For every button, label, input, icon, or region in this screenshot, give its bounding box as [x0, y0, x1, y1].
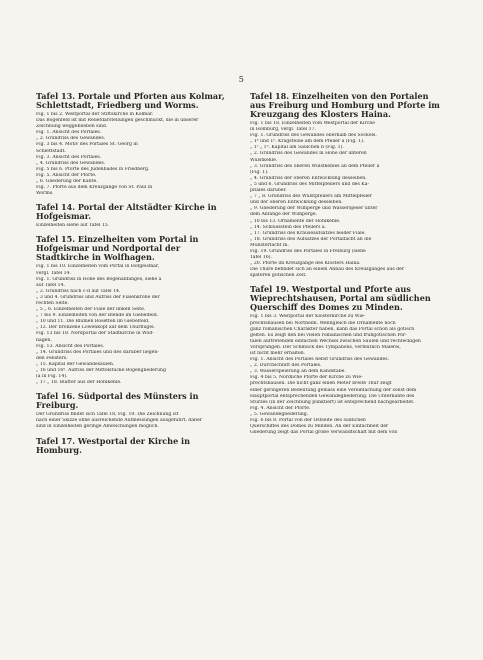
caption-line: (a in Fig. 14). [36, 374, 68, 380]
caption-line: „ 15. Kapitäl der Gewändesäulen. [36, 361, 115, 367]
caption-line: auf Tafel 14. [36, 282, 65, 288]
caption-line: späteren gotischen Zeit. [250, 273, 307, 279]
caption-line: „ 12. Der bronzene Löwenkopf auf dem Thürflügel. [36, 325, 155, 331]
caption-line: Wulstkehle. [250, 157, 278, 163]
caption-line: rechten Seite. [36, 300, 69, 306]
caption-line: „ 9. Gliederung der Wimperge und Wasserspeier unter [250, 206, 378, 212]
caption-line: Fig. 5 bis 6. Pforte des Judenbades in Friedberg. [36, 166, 150, 172]
caption-line: den Fensters. [36, 355, 68, 361]
caption-line: „ 14. Schlussstein des Pfeilers a. [250, 224, 327, 230]
plate-section [36, 437, 226, 455]
caption-line: Fig. 1. Grundriss des Gewändes oberhalb des Sockels. [250, 133, 377, 139]
caption-line: Fig. 1 bis 18. Einzelheiten vom Westportal der Kirche [250, 121, 375, 126]
caption-line: „ 7 bis 9. Einzelheiten von der Blende im Giebelfeld. [36, 313, 159, 319]
caption-line: „ 17. Grundriss des Krauseaufsatzes beider Fiale. [250, 230, 366, 236]
caption-line: „ 2. Grundriss des Gewändes in Höhe der unteren [250, 151, 367, 157]
caption-line: „ 1ᶜ „ 1ᵈ. Kapitäl am Säulchen b (Fig. 1). [250, 145, 344, 151]
caption-line: Das Bogenfeld ist mit Reliefdarstellungen geschmückt, die in unserer [36, 118, 199, 124]
caption-line: Fig. 13. Ansicht des Portales. [36, 343, 105, 349]
caption-line: „ 18. Grundriss des Aufsatzes der Portalfacht an die [250, 236, 372, 242]
caption-line: Die Thüre befindet sich an einem Anbau des Kreuzganges aus der [250, 267, 405, 273]
caption-line: Fig. 1 bis 2. Westportal der Stiftskirche in Kolmar. [36, 112, 154, 117]
caption-line: prechtshausen bei Northeim. Wenngleich die Ornamente noch [250, 320, 396, 326]
caption-line: „ 2. Durchschnitt des Portales. [250, 363, 322, 369]
caption-line: „ 5 und 6. Grundriss des Mittelpfeilers und des Ka- [250, 181, 370, 187]
caption-line: ist nicht mehr erhalten. [250, 351, 306, 356]
plate-section [36, 235, 226, 386]
caption-line: nach einer Skizze ohne ausreichende Aufmessungen ausgeführt, daher [36, 418, 202, 424]
caption-line: „ 2. Grundriss nach c-d auf Tafel 14. [36, 288, 121, 294]
caption-line: dem Anfange der Wimperge. [250, 212, 318, 218]
caption-line: Fig. 4. Ansicht der Pforte. [250, 405, 311, 411]
caption-line: pitäles darüber. [250, 188, 287, 194]
plate-section [250, 92, 446, 279]
caption-line: „ 14. Grundriss des Portales und des darüber liegen- [36, 349, 159, 355]
plate-section [36, 203, 226, 229]
caption-line: sind in Einzelheiten geringe Abweichungen möglich. [36, 424, 159, 430]
caption-line: einer geringeren Bedeutung gemäss eine Vereinfachung der sonst dem [250, 387, 417, 393]
caption-line: hagen. [36, 337, 52, 343]
plate-heading: Tafel 16. Südportal des Münsters in Freiburg. [36, 391, 199, 411]
caption-line: Fig. 1. Ansicht des Portales nebst Grundriss des Gewändes. [250, 357, 390, 363]
plate-heading: Tafel 18. Einzelheiten von den Portalen aus Freiburg und Homburg und Pforte im Kreuzgang des Klosters Haina. [250, 91, 440, 119]
plate-heading: Tafel 15. Einzelheiten vom Portal in Hofgeismar und Nordportal der Stadtkirche in Wolfhagen. [36, 234, 199, 263]
page-number: 5 [238, 75, 245, 84]
caption-line: „ 3. Grundriss des oberen Wulstkehles an dem Pfeiler a [250, 163, 380, 169]
plate-section [36, 392, 226, 430]
plate-heading: Tafel 19. Westportal und Pforte aus Wieprechtshausen, Portal am südlichen Querschiff des Domes zu Minden. [250, 284, 431, 313]
caption-line: Querschiffes des Domes zu Minden. An der Einfachheit der [250, 424, 389, 430]
caption-line: „ 1ᵃ und 1ᵇ. Kragsteine am dem Pfeiler a (Fig. 1). [250, 139, 365, 145]
right-column [250, 92, 446, 442]
plate-section [250, 285, 446, 436]
caption-line: „ 2. Grundriss des Gewändes. [36, 136, 106, 142]
caption-line: „ 5 „ 6. Einzelheiten der Fiale der linken Seite. [36, 307, 146, 313]
caption-line: Fig. 5. Ansicht der Pforte. [36, 172, 97, 178]
caption-line: „ 7 „ 8. Grundriss des Wulstpfeilers am Mittelpfeiler [250, 194, 372, 200]
caption-line: Fig. 3 bis 4. Motiv des Portales St. Georg in [36, 142, 138, 148]
caption-line: Sturzes (in der Zeichnung punktiert) ist entsprechend nachgearbeitet. [250, 399, 415, 405]
caption-line: talen auftretenden einfachen Wechsel zwischen Säulen und rechteckigen [250, 338, 421, 344]
caption-line: „ 10 und 11. Die Blumen Rosetten im Giebelfeld. [36, 319, 150, 325]
caption-line: Vorsprüngen. Der Schmuck des Tympanons, vermutlich Malerei, [250, 344, 401, 350]
caption-line: Fig. 6 bis 8. Portal von der Ostseite des südlichen [250, 418, 366, 424]
caption-line: und der oberen Entwicklung desselben. [250, 200, 343, 206]
caption-line: Der Grundriss findet sich Tafel 18, Fig. 19. Die Zeichnung ist [36, 412, 179, 418]
left-column [36, 92, 226, 461]
plate-heading: Tafel 17. Westportal der Kirche in Homburg. [36, 435, 190, 455]
caption-line: Einzelheiten siehe auf Tafel 15. [36, 223, 110, 229]
caption-line: Fig. 19. Grundriss des Portales in Freiburg (siehe [250, 248, 366, 254]
caption-line: „ 6. Gliederung der Kante. [36, 179, 98, 185]
caption-line: Hauptportal entsprechenden Gewändegliederung. Die Unterkante des [250, 393, 415, 399]
caption-line: gelten. Es zeigt den bei vielen romanischen und frühgotischen Por- [250, 332, 407, 338]
caption-line: Fig. 4 bis 5. Nördliche Pforte der Kirche zu Wie- [250, 375, 363, 381]
caption-line: „ 5. Gewändegliederung. [250, 411, 309, 417]
caption-line: „ 3. Wasserspeierung an dem Kandstabe. [250, 369, 346, 375]
caption-line: vergl. Tafel 14. [36, 270, 71, 276]
caption-line: „ 4. Grundriss des Gewändes. [36, 160, 106, 166]
caption-line: Tafel 16). [250, 255, 272, 261]
caption-line: ganz romanischen Charakter haben, kann das Portal schon als gotisch [250, 326, 415, 332]
caption-line: Gliederung zeigt das Portal große Verwandtschaft mit dem von [250, 430, 398, 436]
plate-section [36, 92, 226, 197]
caption-line: „ 4. Grundriss der oberen Entwicklung desselben. [250, 175, 367, 181]
caption-line: prechtshausen. Die nicht ganz einen Meter breite Thür zeigt [250, 381, 392, 387]
caption-line: Fig. 13 bis 18. Nordportal der Stadtkirche in Wolf- [36, 331, 154, 337]
caption-line: „ 3 und 4. Grundriss und Aufriss der Fialenkrone der [36, 294, 160, 300]
caption-line: „ 17 „ 18. Blätter aus der Hohlkehle. [36, 380, 122, 386]
caption-line: „ 10 bis 13. Ornamente der Hohlkehle. [250, 218, 341, 224]
caption-line: „ 16 und 16ᵃ. Aufriss der Mittelstücke Bogengliederung [36, 368, 166, 373]
caption-line: „ 20. Pforte im Kreuzgange des Klosters Haina. [250, 261, 361, 267]
caption-line: Fig. 1. Ansicht des Portales. [36, 130, 102, 136]
caption-line: Münsterfacht m. [250, 242, 289, 248]
caption-line: Fig. 1 bis 10. Einzelheiten vom Portal in Hofgeismar, [36, 264, 160, 270]
plate-heading: Tafel 13. Portale und Pforten aus Kolmar, Schlettstadt, Friedberg und Worms. [36, 91, 225, 110]
caption-line: Schlettstadt. [36, 148, 66, 154]
caption-line: (Fig. 1). [250, 169, 269, 175]
plate-heading: Tafel 14. Portal der Altstädter Kirche in Hofgeismar. [36, 202, 217, 222]
caption-line: Fig. 3. Ansicht des Portales. [36, 154, 102, 160]
caption-line: Fig. 1 bis 3. Westportal der Klosterkirche zu Wie- [250, 314, 366, 320]
caption-line: in Homburg, vergl. Tafel 17. [250, 127, 316, 133]
caption-line: Fig. 1. Grundriss in Höhe des Bogenanfanges, siehe a [36, 276, 162, 282]
caption-line: Fig. 7. Pforte aus dem Kreuzgange von St. Paul in [36, 185, 153, 191]
caption-line: Zeichnung weggeblieben sind. [36, 124, 108, 130]
caption-line: Worms. [36, 191, 54, 197]
